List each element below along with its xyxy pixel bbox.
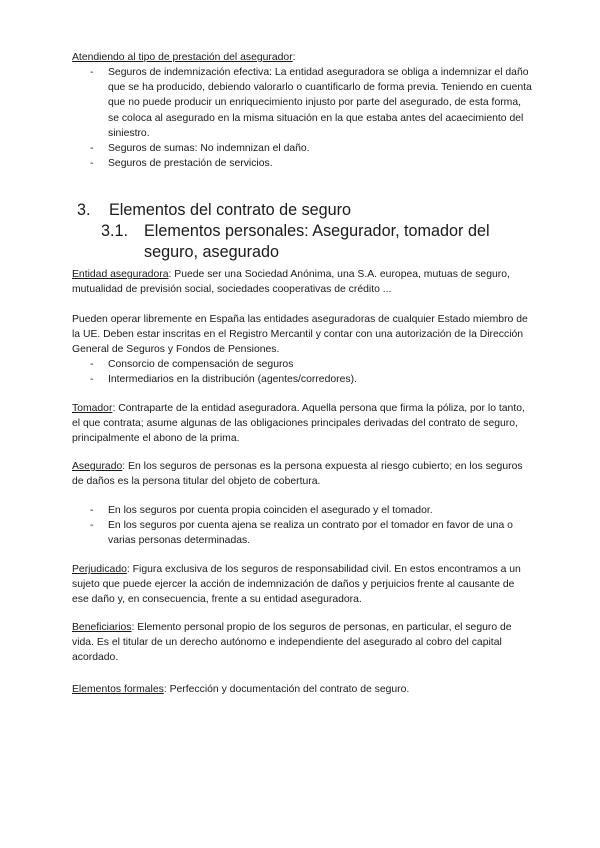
- bullet-marker: -: [90, 158, 94, 170]
- bullet-marker: -: [90, 505, 94, 516]
- list-item: [72, 503, 532, 518]
- formales-paragraph: [72, 682, 532, 697]
- tomador-paragraph: [72, 401, 532, 447]
- beneficiarios-term: Beneficiarios: [72, 622, 132, 633]
- intro-colon: :: [292, 52, 296, 63]
- perjudicado-term: Perjudicado: [72, 564, 127, 575]
- list-item: [72, 156, 532, 171]
- entidad-term: Entidad aseguradora: [72, 269, 169, 280]
- list-item: [72, 357, 532, 372]
- list-item-text: En los seguros por cuenta ajena se realiza un contrato por el tomador en favor de una o varias personas determinadas.: [108, 520, 513, 547]
- intro-title: Atendiendo al tipo de prestación del asegurador: [72, 52, 293, 63]
- asegurado-text: : En los seguros de personas es la persona expuesta al riesgo cubierto; en los seguros de daños es la persona titular del objeto de cobertura.: [72, 461, 523, 488]
- bullet-marker: -: [90, 374, 94, 386]
- beneficiarios-paragraph: [72, 620, 532, 666]
- asegurado-paragraph: [72, 459, 532, 489]
- tomador-term: Tomador: [72, 403, 113, 414]
- list-item: [72, 141, 532, 156]
- subsection-title: Elementos personales: Asegurador, tomador del seguro, asegurado: [144, 222, 490, 261]
- bullet-marker: -: [90, 520, 94, 532]
- bullet-marker: -: [90, 359, 94, 370]
- perjudicado-text: : Figura exclusiva de los seguros de responsabilidad civil. En estos encontramos a un sujeto que puede ejercer la acción de indemnización de daños y perjuicios frente al causante de ese daño y, en consecuencia, frente a su entidad aseguradora.: [72, 564, 521, 606]
- entidad-paragraph-2: [72, 312, 532, 358]
- asegurado-list: [72, 503, 532, 549]
- formales-term: Elementos formales: [72, 684, 164, 695]
- list-item: [72, 65, 532, 141]
- list-item: [72, 518, 532, 548]
- prestacion-list: [72, 65, 532, 171]
- section-number: 3.: [77, 201, 91, 219]
- intro-paragraph: [72, 50, 532, 65]
- perjudicado-paragraph: [72, 562, 532, 608]
- list-item-text: Seguros de indemnización efectiva: La entidad aseguradora se obliga a indemnizar el daño que se ha producido, debiendo valorarlo o cuantificarlo de forma previa. Teniendo en cuenta que no puede producir un enriquecimiento injusto por parte del asegurado, de esta forma, se coloca al asegurado en la misma situación en la que estaba antes del acaecimiento del siniestro.: [108, 67, 532, 139]
- list-item-text: Consorcio de compensación de seguros: [108, 359, 294, 370]
- section-title: Elementos del contrato de seguro: [109, 201, 352, 219]
- list-item-text: Seguros de prestación de servicios.: [108, 158, 273, 170]
- entidad-paragraph: [72, 267, 532, 297]
- asegurado-term: Asegurado: [72, 461, 123, 472]
- formales-text: : Perfección y documentación del contrato de seguro.: [163, 684, 410, 695]
- entidad-text: : Puede ser una Sociedad Anónima, una S.A. europea, mutuas de seguro, mutualidad de previsión social, sociedades cooperativas de crédito ...: [72, 269, 510, 296]
- subsection-number: 3.1.: [101, 222, 129, 240]
- list-item: [72, 372, 532, 387]
- entidad-para2-text: Pueden operar libremente en España las entidades aseguradoras de cualquier Estado miembro de la UE. Deben estar inscritas en el Registro Mercantil y contar con una autorización de la Dirección General de Seguros y Fondos de Pensiones.: [72, 314, 528, 356]
- bullet-marker: -: [90, 67, 94, 78]
- list-item-text: Intermediarios en la distribución (agentes/corredores).: [108, 374, 357, 386]
- subsection-heading: [101, 221, 521, 263]
- tomador-text: : Contraparte de la entidad aseguradora. Aquella persona que firma la póliza, por lo tanto, el que contrata; asume algunas de las obligaciones principales derivadas del contrato de seguro, principalmente el abono de la prima.: [72, 403, 525, 445]
- list-item-text: En los seguros por cuenta propia coinciden el asegurado y el tomador.: [108, 505, 433, 516]
- section-heading: [77, 200, 351, 220]
- list-item-text: Seguros de sumas: No indemnizan el daño.: [108, 143, 310, 155]
- entidad-list: [72, 357, 532, 387]
- beneficiarios-text: : Elemento personal propio de los seguros de personas, en particular, el seguro de vida. Es el titular de un derecho autónomo e independiente del asegurado al cobro del capital acordado.: [72, 622, 512, 664]
- bullet-marker: -: [90, 143, 94, 155]
